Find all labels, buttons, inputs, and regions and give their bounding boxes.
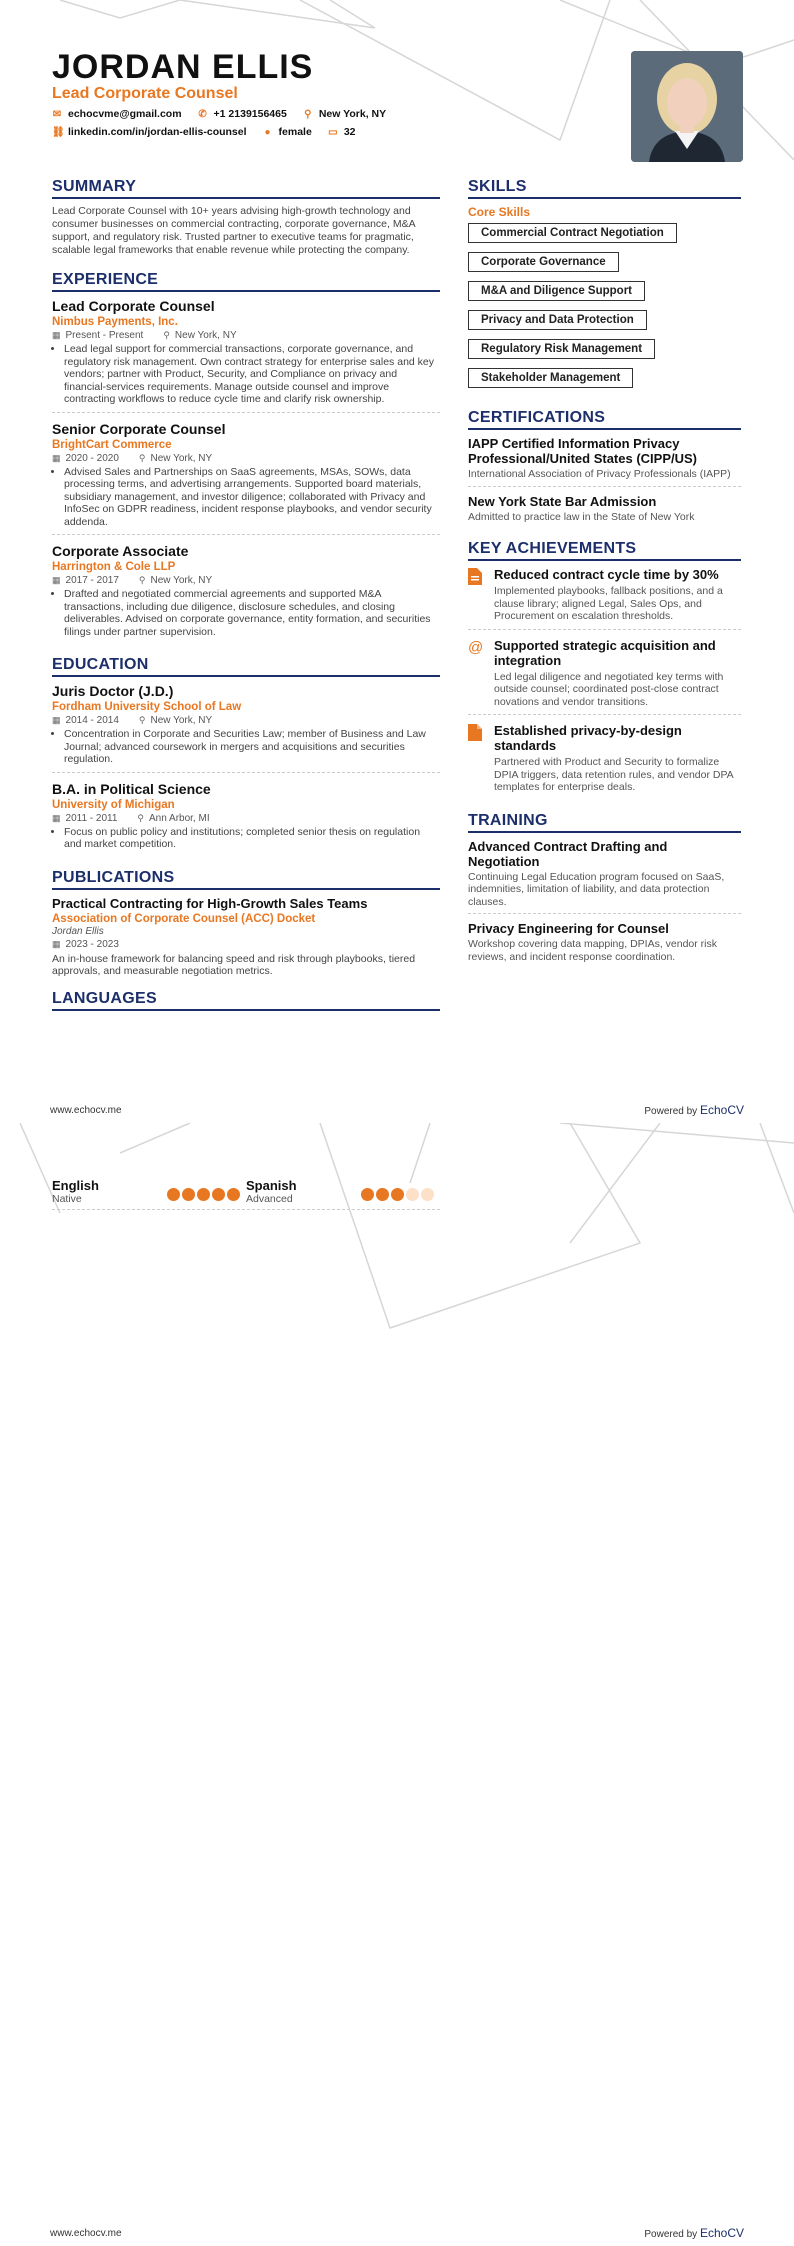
footer-powered-by: Powered by EchoCV (644, 1103, 744, 1117)
location-pin-icon: ⚲ (163, 330, 170, 340)
experience-item (52, 421, 440, 536)
certification-title: IAPP Certified Information Privacy Professional/United States (CIPP/US) (468, 436, 697, 466)
publication-description: An in-house framework for balancing speed and risk through playbooks, tiered approvals, and measurable negotiation metrics. (52, 952, 416, 977)
language-item (246, 1178, 440, 1205)
location-pin-icon: ⚲ (138, 452, 146, 463)
profile-photo (631, 51, 743, 162)
skill-tag: Commercial Contract Negotiation (468, 223, 677, 243)
calendar-icon: ▦ (52, 715, 61, 725)
school-name: Fordham University School of Law (52, 701, 242, 713)
rating-dot (361, 1188, 374, 1201)
job-title: Senior Corporate Counsel (52, 420, 226, 437)
contact-info (52, 107, 612, 139)
language-name: Spanish (246, 1178, 297, 1193)
contact-linkedin[interactable]: ⛓ linkedin.com/in/jordan-ellis-counsel (52, 126, 247, 138)
language-item (52, 1178, 246, 1205)
contact-location: ⚲ New York, NY (304, 108, 387, 120)
footer-url[interactable]: www.echocv.me (50, 1105, 122, 1116)
achievements-section (468, 540, 741, 800)
skill-tag: Corporate Governance (468, 252, 619, 272)
language-rating (165, 1178, 240, 1205)
languages-list (52, 1178, 440, 1210)
language-level: Native (52, 1193, 82, 1205)
education-meta: ▦ 2014 - 2014 ⚲ New York, NY (52, 715, 213, 726)
calendar-icon: ▦ (52, 330, 61, 340)
job-description: • Lead legal support for commercial transactions, corporate governance, and regulatory risk management. Own contract strategy for enterprise sales and key vendors; partner with Product, Security, and Compliance on privacy and financial-services requirements. Manage outside counsel and improve contracting workflows to reduce cycle time and clarify risk ownership. (64, 343, 440, 406)
publications-section (52, 869, 440, 978)
certification-issuer: International Association of Privacy Professionals (IAPP) (468, 468, 731, 480)
resume-page-2 (0, 1123, 794, 2246)
education-heading: EDUCATION (52, 656, 440, 677)
summary-heading: SUMMARY (52, 178, 440, 199)
calendar-icon: ▦ (52, 452, 61, 463)
experience-item (52, 298, 440, 413)
education-item (52, 683, 440, 773)
certifications-heading: CERTIFICATIONS (468, 409, 741, 430)
rating-dot (167, 1188, 180, 1201)
company-name: Nimbus Payments, Inc. (52, 316, 178, 328)
calendar-icon: ▦ (52, 575, 61, 585)
achievement-description: Implemented playbooks, fallback positions, and a clause library; aligned Legal, Sales Ops, and Procurement on escalation thresholds. (494, 585, 723, 622)
skills-section (468, 178, 741, 397)
company-name: BrightCart Commerce (52, 438, 172, 451)
location-pin-icon: ⚲ (138, 575, 146, 585)
education-description: • Focus on public policy and institutions; completed senior thesis on regulation and market competition. (64, 826, 440, 851)
job-meta: ▦ 2017 - 2017 ⚲ New York, NY (52, 575, 213, 586)
calendar-icon: ▭ (328, 126, 338, 138)
right-column (468, 178, 741, 980)
achievement-item (468, 723, 741, 800)
echocv-brand: EchoCV (699, 1103, 744, 1117)
language-rating (359, 1178, 434, 1205)
summary-section (52, 178, 440, 257)
training-description: Continuing Legal Education program focused on SaaS, indemnities, limitation of liability, and data protection clauses. (468, 870, 725, 908)
rating-dot (212, 1188, 225, 1201)
languages-heading: LANGUAGES (52, 990, 440, 1011)
training-section (468, 812, 741, 969)
job-description: • Drafted and negotiated commercial agreements and supported M&A transactions, including due diligence, disclosure schedules, and closing deliverables. Advised on corporate governance, entity formation, and securities filings under partner supervision. (64, 588, 440, 638)
link-icon: ⛓ (52, 126, 65, 138)
experience-section (52, 271, 440, 644)
language-level: Advanced (246, 1193, 293, 1205)
skill-tag: M&A and Diligence Support (468, 281, 645, 301)
background-pattern (0, 1123, 794, 2246)
education-item (52, 781, 440, 857)
skill-tag: Stakeholder Management (468, 368, 633, 388)
rating-dot (227, 1188, 240, 1201)
rating-dot (182, 1188, 195, 1201)
school-name: University of Michigan (52, 798, 175, 811)
summary-text: Lead Corporate Counsel with 10+ years advising high-growth technology and consumer businesses on commercial contracting, corporate governance, M&A support, and regulatory risk. Trusted partner to executive teams for pragmatic, scalable legal frameworks that enable revenue while protecting the company. (52, 205, 416, 256)
contact-age: ▭ 32 (328, 126, 356, 138)
certification-issuer: Admitted to practice law in the State of New York (468, 510, 695, 523)
contact-email[interactable]: ✉ echocvme@gmail.com (52, 108, 182, 120)
at-sign-icon: @ (468, 638, 484, 656)
contact-gender: ● female (264, 126, 312, 138)
document-icon (468, 723, 494, 794)
skills-heading: SKILLS (468, 178, 741, 199)
publication-author: Jordan Ellis (52, 925, 104, 937)
achievements-heading: KEY ACHIEVEMENTS (468, 540, 741, 561)
job-title: Corporate Associate (52, 543, 189, 559)
achievement-item (468, 567, 741, 630)
publication-item (52, 896, 440, 978)
footer-powered-by: Powered by EchoCV (644, 2226, 744, 2240)
phone-icon: ✆ (198, 108, 207, 120)
training-item (468, 839, 741, 915)
rating-dot (376, 1188, 389, 1201)
location-pin-icon: ⚲ (304, 108, 312, 120)
achievement-title: Established privacy-by-design standards (494, 723, 682, 753)
rating-dot (406, 1188, 419, 1201)
person-icon: ● (264, 126, 271, 138)
language-name: English (52, 1178, 99, 1193)
certifications-section (468, 409, 741, 528)
publication-meta: ▦ 2023 - 2023 (52, 938, 119, 950)
footer-url[interactable]: www.echocv.me (50, 2228, 122, 2239)
education-description: • Concentration in Corporate and Securities Law; member of Business and Law Journal; advanced coursework in mergers and acquisitions and securities regulation. (64, 728, 440, 766)
languages-section (52, 990, 440, 1011)
document-icon (468, 567, 494, 623)
training-item (468, 921, 741, 968)
company-name: Harrington & Cole LLP (52, 561, 176, 573)
skills-list (468, 223, 741, 397)
publication-publisher: Association of Corporate Counsel (ACC) Docket (52, 912, 316, 925)
contact-phone[interactable]: ✆ +1 2139156465 (198, 108, 287, 120)
job-description: • Advised Sales and Partnerships on SaaS agreements, MSAs, SOWs, data processing terms, and advertising arrangements. Supported board materials, subsidiary management, and investor diligence; collaborated with Privacy and InfoSec on GDPR readiness, incident response playbooks, and vendor security addenda. (64, 466, 440, 529)
training-heading: TRAINING (468, 812, 741, 833)
rating-dot (421, 1188, 434, 1201)
rating-dot (391, 1188, 404, 1201)
calendar-icon: ▦ (52, 812, 61, 823)
job-meta: ▦ 2020 - 2020 ⚲ New York, NY (52, 452, 213, 464)
skills-category: Core Skills (468, 205, 531, 219)
achievement-title: Reduced contract cycle time by 30% (494, 567, 719, 582)
certification-title: New York State Bar Admission (468, 493, 657, 509)
candidate-title: Lead Corporate Counsel (52, 85, 238, 102)
achievement-description: Led legal diligence and negotiated key terms with outside counsel; coordinated post-close contract novations and vendor transitions. (494, 670, 724, 708)
achievement-item (468, 638, 741, 716)
degree-title: Juris Doctor (J.D.) (52, 683, 174, 699)
certification-item (468, 436, 741, 487)
experience-heading: EXPERIENCE (52, 271, 440, 292)
achievement-description: Partnered with Product and Security to formalize DPIA triggers, data retention rules, and vendor DPA templates for enterprise deals. (494, 756, 734, 793)
email-icon: ✉ (52, 108, 62, 120)
training-description: Workshop covering data mapping, DPIAs, vendor risk reviews, and incident response coordination. (468, 938, 718, 963)
certification-item (468, 494, 741, 529)
left-column (52, 178, 440, 1023)
rating-dot (197, 1188, 210, 1201)
training-title: Advanced Contract Drafting and Negotiation (468, 838, 668, 869)
experience-item (52, 543, 440, 644)
candidate-name: JORDAN ELLIS (52, 48, 314, 86)
education-section (52, 656, 440, 857)
echocv-brand: EchoCV (699, 2226, 744, 2240)
job-meta: ▦ Present - Present ⚲ New York, NY (52, 330, 237, 341)
calendar-icon: ▦ (52, 938, 61, 949)
job-title: Lead Corporate Counsel (52, 298, 215, 314)
location-pin-icon: ⚲ (138, 715, 146, 725)
education-meta: ▦ 2011 - 2011 ⚲ Ann Arbor, MI (52, 812, 210, 824)
publication-title: Practical Contracting for High-Growth Sales Teams (52, 895, 368, 911)
training-title: Privacy Engineering for Counsel (468, 921, 669, 936)
publications-heading: PUBLICATIONS (52, 869, 440, 890)
achievement-title: Supported strategic acquisition and integration (494, 637, 716, 668)
skill-tag: Privacy and Data Protection (468, 310, 647, 330)
location-pin-icon: ⚲ (137, 812, 145, 823)
skill-tag: Regulatory Risk Management (468, 339, 655, 359)
degree-title: B.A. in Political Science (52, 780, 211, 797)
